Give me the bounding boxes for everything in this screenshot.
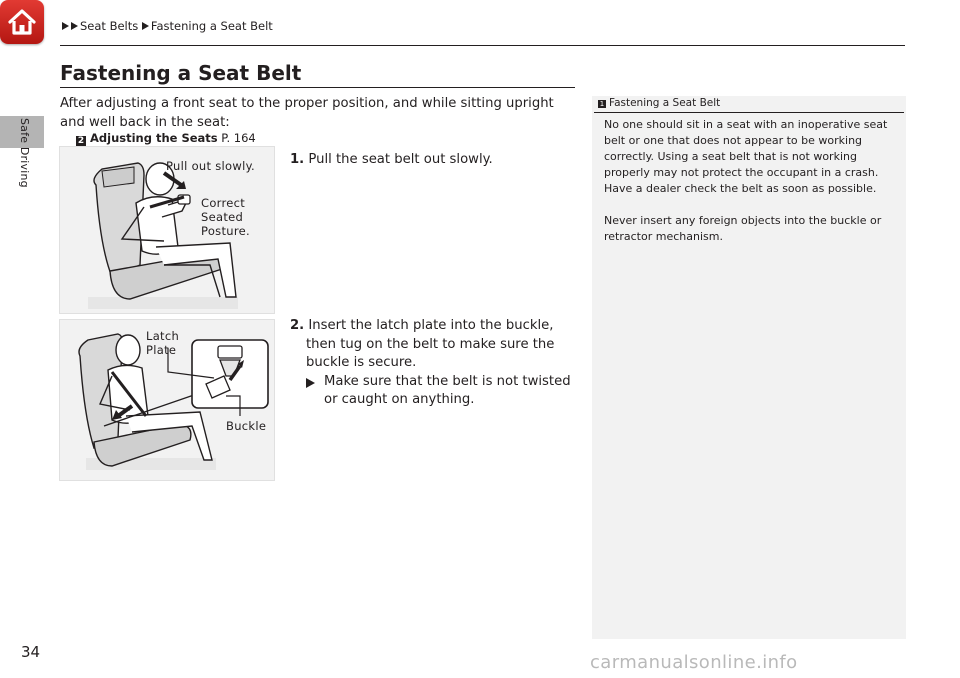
page-title: Fastening a Seat Belt: [60, 61, 302, 85]
header-divider: [60, 45, 905, 46]
breadcrumb-arrow-icon: [62, 22, 69, 30]
callout-correct: Correct: [201, 196, 246, 210]
callout-latch: Latch: [146, 329, 180, 343]
callout-seated: Seated: [201, 210, 244, 224]
callout-pull-out-slowly: Pull out slowly.: [166, 159, 256, 173]
step-1-number: 1.: [290, 152, 305, 167]
step-2-substep-text: Make sure that the belt is not twisted or caught on anything.: [324, 373, 571, 407]
note-paragraph: Never insert any foreign objects into the buckle or retractor mechanism.: [604, 214, 882, 243]
sub-step-arrow-icon: [306, 378, 315, 388]
breadcrumb: [62, 19, 273, 33]
section-label: Safe Driving: [18, 118, 31, 188]
breadcrumb-item-seat-belts[interactable]: Seat Belts: [80, 19, 139, 33]
xref-page: P. 164: [221, 131, 256, 145]
step-2-text: Insert the latch plate into the buckle, then tug on the belt to make sure the buckle is secure.: [306, 318, 555, 370]
note-paragraph: No one should sit in a seat with an inoperative seat belt or one that does not appear to be working correctly. Using a seat belt that is not working properly may not protect the occupant in a crash. Have a dealer check the belt as soon as possible.: [604, 118, 888, 195]
watermark: carmanualsonline.info: [590, 652, 798, 673]
step-2-substep: [290, 373, 580, 410]
note-body: [604, 117, 896, 261]
callout-plate: Plate: [146, 343, 177, 357]
page-number: 34: [21, 643, 41, 661]
note-heading-text: Fastening a Seat Belt: [609, 97, 721, 109]
figure-insert-latch: [59, 319, 275, 481]
callout-posture: Posture.: [201, 224, 250, 238]
title-divider: [60, 87, 575, 88]
xref-arrow-icon: 2: [77, 136, 85, 146]
home-icon: [6, 6, 38, 38]
breadcrumb-arrow-icon: [142, 22, 149, 30]
step-2: [290, 317, 580, 410]
xref-link[interactable]: [76, 131, 256, 146]
note-divider: [594, 112, 904, 113]
step-1-text: Pull the seat belt out slowly.: [308, 152, 493, 167]
step-2-number: 2.: [290, 318, 305, 333]
step-1: [290, 150, 606, 169]
note-icon: 1: [599, 100, 605, 108]
home-button[interactable]: [0, 0, 44, 44]
xref-link-text: Adjusting the Seats: [90, 131, 218, 145]
breadcrumb-arrow-icon: [71, 22, 78, 30]
breadcrumb-item-fastening[interactable]: Fastening a Seat Belt: [150, 19, 273, 33]
note-heading: [598, 97, 720, 109]
intro-text: After adjusting a front seat to the proper position, and while sitting upright and well back in the seat:: [60, 96, 554, 130]
callout-buckle: Buckle: [226, 419, 267, 433]
figure-pull-belt: [59, 146, 275, 314]
